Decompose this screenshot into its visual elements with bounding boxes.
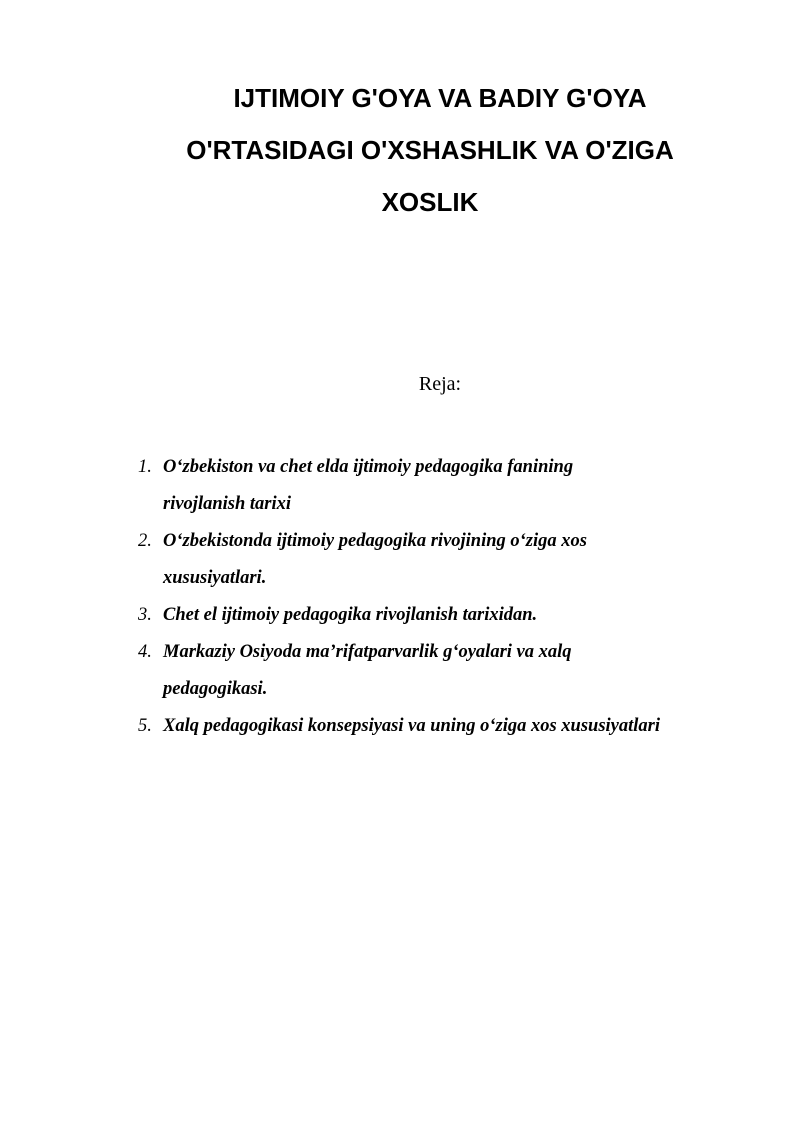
- plan-item-4: [0, 634, 800, 708]
- plan-item-text-continued: pedagogikasi.: [163, 679, 268, 699]
- plan-item-number: 4.: [138, 642, 152, 662]
- plan-item-text-continued: rivojlanish tarixi: [163, 494, 291, 514]
- plan-item-1: [0, 449, 800, 523]
- plan-item-text: Markaziy Osiyoda ma’rifatparvarlik g‘oyalari va xalq: [163, 642, 572, 662]
- plan-item-text: Xalq pedagogikasi konsepsiyasi va uning o‘ziga xos xususiyatlari: [163, 716, 660, 736]
- plan-item-text-continued: xususiyatlari.: [163, 568, 267, 588]
- plan-item-text: O‘zbekiston va chet elda ijtimoiy pedagogika fanining: [163, 457, 574, 477]
- plan-item-5: [0, 708, 800, 745]
- title-line-2: O'RTASIDAGI O'XSHASHLIK VA O'ZIGA: [186, 135, 674, 165]
- plan-item-text: Chet el ijtimoiy pedagogika rivojlanish tarixidan.: [163, 605, 538, 625]
- plan-item-text: O‘zbekistonda ijtimoiy pedagogika rivojining o‘ziga xos: [163, 531, 587, 551]
- document-title: [0, 72, 800, 228]
- title-line-1: IJTIMOIY G'OYA VA BADIY G'OYA: [233, 83, 647, 113]
- plan-list: [0, 449, 800, 745]
- plan-item-number: 1.: [138, 457, 152, 477]
- plan-item-number: 5.: [138, 716, 152, 736]
- plan-item-number: 2.: [138, 531, 152, 551]
- title-line-3: XOSLIK: [381, 187, 479, 217]
- plan-item-2: [0, 523, 800, 597]
- plan-item-number: 3.: [138, 605, 152, 625]
- plan-heading: Reja:: [418, 373, 462, 395]
- plan-item-3: [0, 597, 800, 634]
